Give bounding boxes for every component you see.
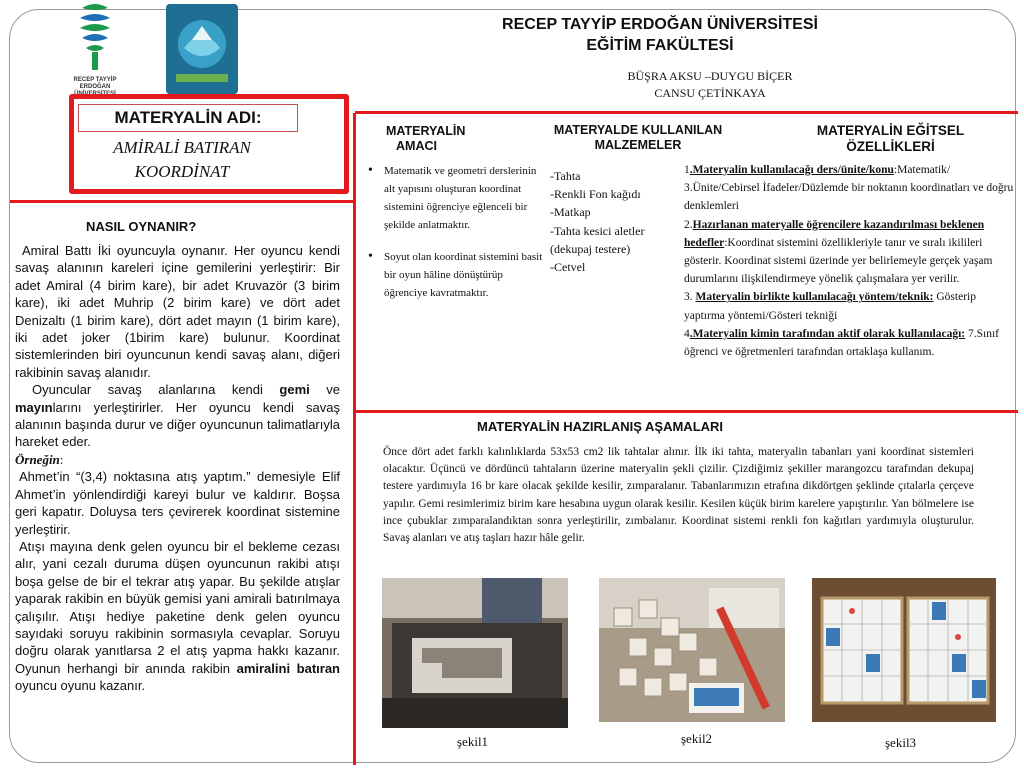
- authors-line: BÜŞRA AKSU –DUYGU BİÇER: [627, 69, 793, 83]
- how-to-play-title: NASIL OYNANIR?: [86, 219, 197, 234]
- prep-title: MATERYALİN HAZIRLANIŞ AŞAMALARI: [477, 419, 724, 434]
- how-to-play-paragraph: Amiral Battı İki oyuncuyla oynanır. Her oyuncu kendi savaş alanının kareleri içine gemilerini yerleştirir: Bir adet Amiral (4 birim kare), bir adet Kruvazör (3 birim kare), iki adet Muhrip (2 birim kare) ve dört adet Denizaltı (1 birim kare), dört adet mayın (1 birim kare), iki adet joker (1birim kare) bulunur. Koordinat sistemlerinden biri oyuncunun kendi savaş alanı, diğeri rakibinin savaş alanıdır.: [15, 243, 340, 380]
- middle-red-divider: [355, 410, 1018, 413]
- authors-line: CANSU ÇETİNKAYA: [654, 86, 766, 100]
- material-name-value: KOORDİNAT: [134, 162, 230, 181]
- how-to-play-paragraph: Ahmet’in “(3,4) noktasına atış yaptım.” demesiyle Elif Ahmet’in yönlendirdiği kareyi bulur ve kaldırır. Boşsa geri kapatır. Doluysa ters çevirerek koordinat sistemine yerleştirir.: [15, 469, 340, 537]
- list-item: -Renkli Fon kağıdı: [550, 187, 641, 202]
- feature-item: 1.Materyalin kullanılacağı ders/ünite/konu:Matematik/ 3.Ünite/Cebirsel İfadeler/Düzlemde bir noktanın koordinatları ve doğru denklemleri: [684, 164, 1014, 213]
- features-body: [684, 161, 1014, 361]
- materials-title: MALZEMELER: [594, 138, 682, 152]
- example-label: Örneğin:: [15, 451, 64, 467]
- faculty-emblem-icon: [166, 4, 238, 94]
- faculty-logo: [166, 4, 238, 94]
- figure-1-caption: şekil1: [457, 734, 489, 749]
- figure-3-photo: [812, 578, 996, 722]
- list-item: -Tahta: [550, 169, 581, 183]
- materials-title: MATERYALDE KULLANILAN: [553, 123, 723, 137]
- logo-text-line: ÜNİVERSİTESİ: [74, 91, 116, 97]
- list-item: -Matkap: [550, 205, 591, 220]
- list-item: • Soyut olan koordinat sistemini basit bir oyun hâline dönüştürüp öğrenciye kavratmaktır.: [384, 248, 546, 302]
- logo-text-line: ERDOĞAN: [79, 84, 111, 90]
- material-name-label-box: [78, 104, 298, 132]
- features-title: MATERYALİN EĞİTSEL: [816, 123, 965, 138]
- list-item: -Cetvel: [550, 260, 586, 275]
- list-item: -Tahta kesici aletler: [550, 223, 645, 238]
- faculty-title: EĞİTİM FAKÜLTESİ: [586, 37, 734, 54]
- figure-2-caption: şekil2: [681, 731, 713, 746]
- logo-text-line: RECEP TAYYİP: [73, 77, 117, 83]
- prep-body: Önce dört adet farklı kalınlıklarda 53x53 cm2 lik tahtalar alınır. İlk iki tahta, materyalin tabanları yani koordinat sistemleri olacaktır. Üçüncü ve dördüncü tahtaların üzerine materyalin şekli çizilir. Çizdiğimiz şekiller marangozcu tarafından dekupaj testere yardımıyla 16 br kare olacak şekilde kesilir, zımparalanır. Tabanlarımızın etrafına dikdörtgen şeklinde çıtalarla çerçeve yapılır. Gemi resimlerimiz birim kare hesabına uygun olarak kesilir. Kesilen küçük birim karelere yapıştırılır. Yan bölmelere ise ince çubuklar zımparalandıktan sonra yerleştirilir, zımbalanır. Koordinat sistemi renkli fon kağıtları yardımıyla oluşturulur. Savaş alanları ve atış taşları hazır hâle gelir.: [383, 446, 974, 545]
- feature-item: 4.Materyalin kimin tarafından aktif olarak kullanılacağı: 7.Sınıf öğrenci ve öğretmenleri tarafından ortaklaşa kullanım.: [684, 327, 1000, 359]
- university-title: RECEP TAYYİP ERDOĞAN ÜNİVERSİTESİ: [502, 16, 818, 33]
- material-name-value: AMİRALİ BATIRAN: [113, 138, 251, 157]
- left-red-divider: [10, 200, 355, 203]
- purpose-list: [366, 162, 546, 302]
- vertical-red-divider: [353, 113, 356, 765]
- figure-2-photo: [599, 578, 785, 722]
- purpose-title: AMACI: [396, 139, 437, 153]
- figure-1-photo: [382, 578, 568, 728]
- how-to-play-paragraph: Oyuncular savaş alanlarına kendi gemi ve mayınlarını yerleştirirler. Her oyuncu kendi savaş alanının başında durur ve diğer oyuncunun talimatlarıyla hareket eder.: [15, 382, 341, 450]
- university-emblem-icon: [70, 2, 120, 72]
- university-logo: [70, 2, 120, 97]
- material-name-label: MATERYALİN ADI:: [114, 108, 262, 127]
- feature-item: 2.Hazırlanan materyalle öğrencilere kazandırılması beklenen hedefler:Koordinat sistemini özellikleriyle tanır ve sıralı ikilileri gösterir. Koordinat sistemi üzerinde yer belirlemeyle gerçek yaşam durumlarını ilişkilendirmeye yönelik çalışmalara yer verilir.: [684, 218, 993, 286]
- list-item: (dekupaj testere): [550, 241, 631, 256]
- how-to-play-paragraph: Atışı mayına denk gelen oyuncu bir el bekleme cezası alır, yani cezalı duruma düşen oyuncunun rakibi atışı boşa gelse de bir el tekrar atış yapar. Bu şekilde atışlar yaparak rakibin en büyük gemisi yani amirali batırılmaya çalışılır. Atışı hediye paketine denk gelen oyuncu sayıdaki soruyu rakibinin sormasıyla cevaplar. Soruyu doğru olarak yanıtlarsa 2 el atış yapma hakkı kazanır. Oyunun herhangi bir anında rakibin amiralini batıran oyuncu oyunu kazanır.: [15, 538, 340, 694]
- figure-3-caption: şekil3: [885, 735, 917, 750]
- materials-list: [550, 167, 680, 276]
- feature-item: 3. Materyalin birlikte kullanılacağı yöntem/teknik: Gösterip yaptırma yöntemi/Gösteri tekniği: [684, 291, 976, 322]
- top-red-divider: [355, 111, 1018, 114]
- purpose-title: MATERYALİN: [386, 124, 466, 138]
- how-to-play-body: [15, 242, 340, 695]
- features-title: ÖZELLİKLERİ: [846, 139, 935, 154]
- list-item: • Matematik ve geometri derslerinin alt yapısını oluşturan koordinat sistemini öğrenciye eğlenceli bir şekilde anlatmaktır.: [384, 162, 546, 234]
